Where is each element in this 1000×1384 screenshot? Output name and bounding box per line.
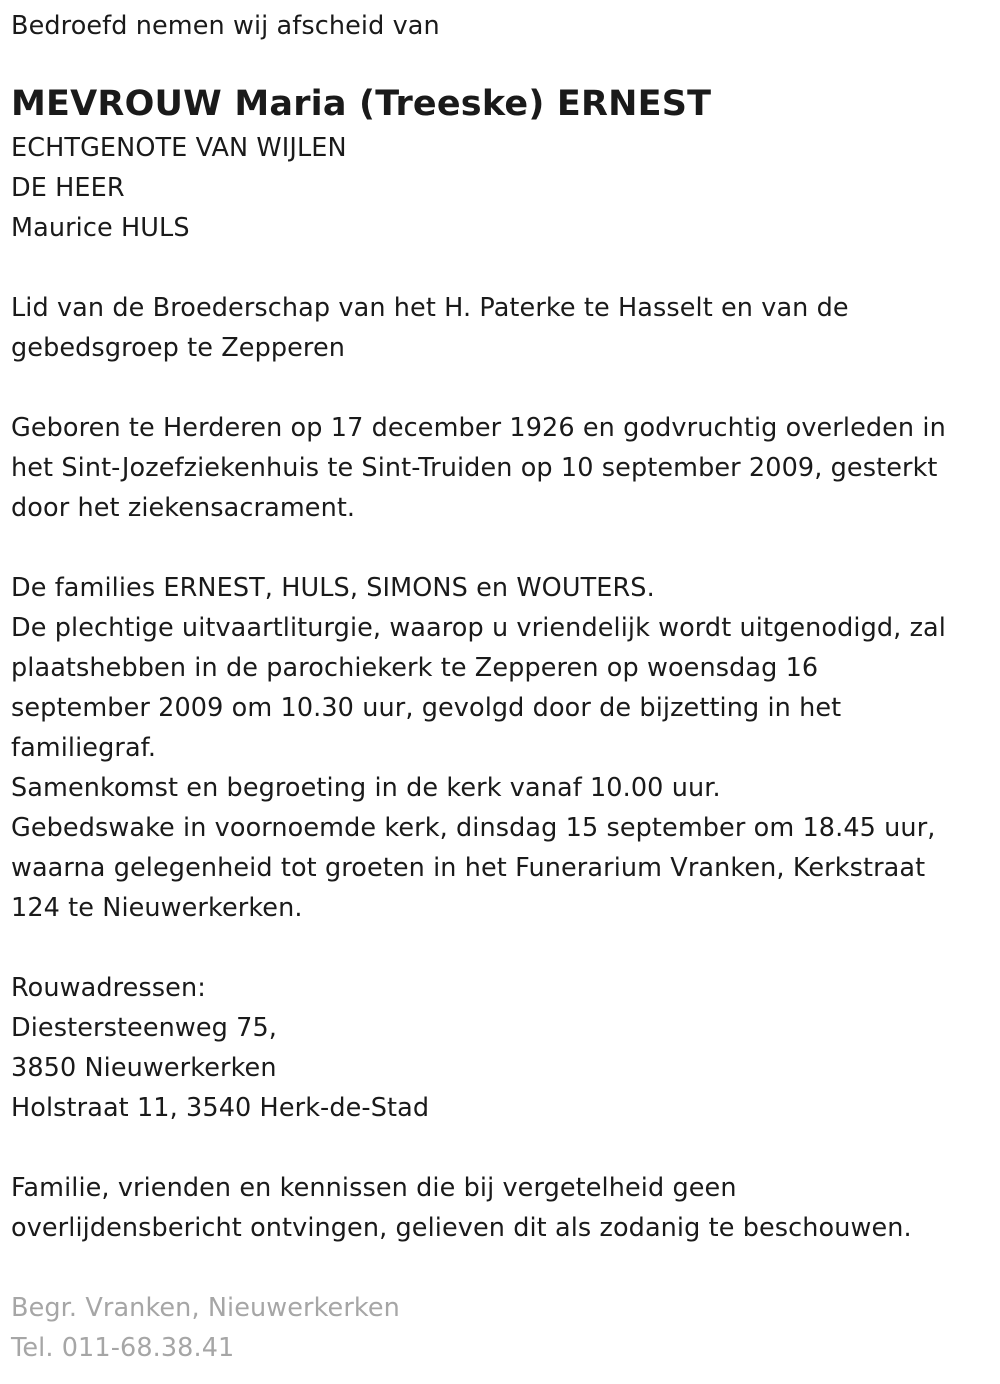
- paragraph-line: familiegraf.: [11, 733, 157, 763]
- paragraph-line: Geboren te Herderen op 17 december 1926 en godvruchtig overleden in: [11, 413, 946, 443]
- addresses-heading: Rouwadressen:: [11, 973, 206, 1003]
- ceremony-paragraph: [11, 568, 989, 928]
- spacer: [11, 928, 989, 968]
- relation-line: ECHTGENOTE VAN WIJLEN: [11, 133, 347, 163]
- undertaker-name: Begr. Vranken, Nieuwerkerken: [11, 1293, 400, 1323]
- intro-line: Bedroefd nemen wij afscheid van: [11, 11, 440, 41]
- spacer: [11, 1248, 989, 1288]
- address-line: 3850 Nieuwerkerken: [11, 1053, 277, 1083]
- paragraph-line: het Sint-Jozefziekenhuis te Sint-Truiden op 10 september 2009, gesterkt: [11, 453, 938, 483]
- paragraph-line: 124 te Nieuwerkerken.: [11, 893, 303, 923]
- spacer: [11, 528, 989, 568]
- paragraph-line: gebedsgroep te Zepperen: [11, 333, 345, 363]
- paragraph-line: door het ziekensacrament.: [11, 493, 356, 523]
- addresses-block: [11, 968, 989, 1128]
- paragraph-line: plaatshebben in de parochiekerk te Zepperen op woensdag 16: [11, 653, 819, 683]
- relation-line: DE HEER: [11, 173, 125, 203]
- deceased-name: MEVROUW Maria (Treeske) ERNEST: [11, 84, 712, 124]
- relation-line: Maurice HULS: [11, 213, 190, 243]
- paragraph-line: overlijdensbericht ontvingen, gelieven dit als zodanig te beschouwen.: [11, 1213, 912, 1243]
- address-line: Diestersteenweg 75,: [11, 1013, 277, 1043]
- paragraph-line: Samenkomst en begroeting in de kerk vanaf 10.00 uur.: [11, 773, 721, 803]
- paragraph-line: De families ERNEST, HULS, SIMONS en WOUTERS.: [11, 573, 655, 603]
- paragraph-line: Lid van de Broederschap van het H. Paterke te Hasselt en van de: [11, 293, 849, 323]
- paragraph-line: Familie, vrienden en kennissen die bij vergetelheid geen: [11, 1173, 737, 1203]
- membership-paragraph: [11, 288, 989, 368]
- paragraph-line: Gebedswake in voornoemde kerk, dinsdag 15 september om 18.45 uur,: [11, 813, 936, 843]
- paragraph-line: september 2009 om 10.30 uur, gevolgd door de bijzetting in het: [11, 693, 842, 723]
- undertaker-phone: Tel. 011-68.38.41: [11, 1333, 235, 1363]
- spacer: [11, 368, 989, 408]
- spacer: [11, 1128, 989, 1168]
- notice-paragraph: [11, 1168, 989, 1248]
- spacer: [11, 248, 989, 288]
- life-paragraph: [11, 408, 989, 528]
- relation-block: [11, 128, 989, 248]
- address-line: Holstraat 11, 3540 Herk-de-Stad: [11, 1093, 430, 1123]
- undertaker-footer: [11, 1288, 989, 1368]
- paragraph-line: De plechtige uitvaartliturgie, waarop u vriendelijk wordt uitgenodigd, zal: [11, 613, 946, 643]
- paragraph-line: waarna gelegenheid tot groeten in het Funerarium Vranken, Kerkstraat: [11, 853, 926, 883]
